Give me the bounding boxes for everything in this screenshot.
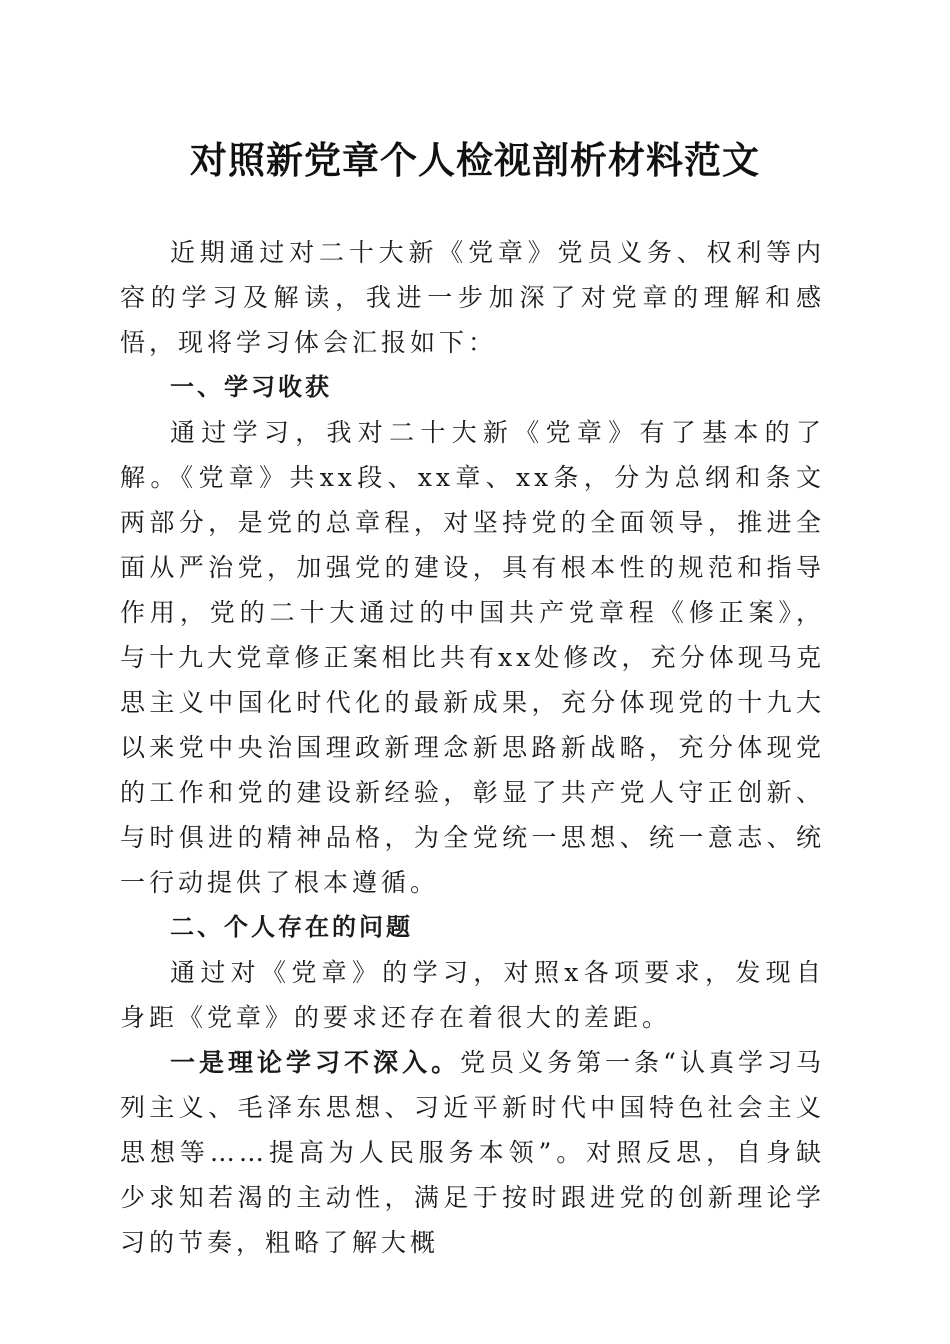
- section-heading-1: 一、学习收获: [170, 373, 332, 401]
- point-lead: 一是理论学习不深入。: [170, 1048, 461, 1077]
- intro-paragraph: 近期通过对二十大新《党章》党员义务、权利等内容的学习及解读，我进一步加深了对党章的理解和感悟，现将学习体会汇报如下：: [120, 238, 825, 357]
- point-paragraph-1: [120, 1040, 825, 1265]
- section-paragraph-2: 通过对《党章》的学习，对照x各项要求，发现自身距《党章》的要求还存在着很大的差距。: [120, 958, 825, 1032]
- section-paragraph-1: 通过学习，我对二十大新《党章》有了基本的了解。《党章》共xx段、xx章、xx条，分为总纲和条文两部分，是党的总章程，对坚持党的全面领导，推进全面从严治党，加强党的建设，具有根本性的规范和指导作用，党的二十大通过的中国共产党章程《修正案》，与十九大党章修正案相比共有xx处修改，充分体现马克思主义中国化时代化的最新成果，充分体现党的十九大以来党中央治国理政新理念新思路新战略，充分体现党的工作和党的建设新经验，彰显了共产党人守正创新、与时俱进的精神品格，为全党统一思想、统一意志、统一行动提供了根本遵循。: [120, 418, 825, 897]
- point-text: 党员义务第一条“认真学习马列主义、毛泽东思想、习近平新时代中国特色社会主义思想等……提高为人民服务本领”。对照反思，自身缺少求知若渴的主动性，满足于按时跟进党的创新理论学习的节奏，粗略了解大概: [120, 1048, 825, 1257]
- section-heading-2: 二、个人存在的问题: [170, 913, 413, 941]
- document-title: 对照新党章个人检视剖析材料范文: [190, 138, 760, 182]
- document-body: [120, 230, 825, 1265]
